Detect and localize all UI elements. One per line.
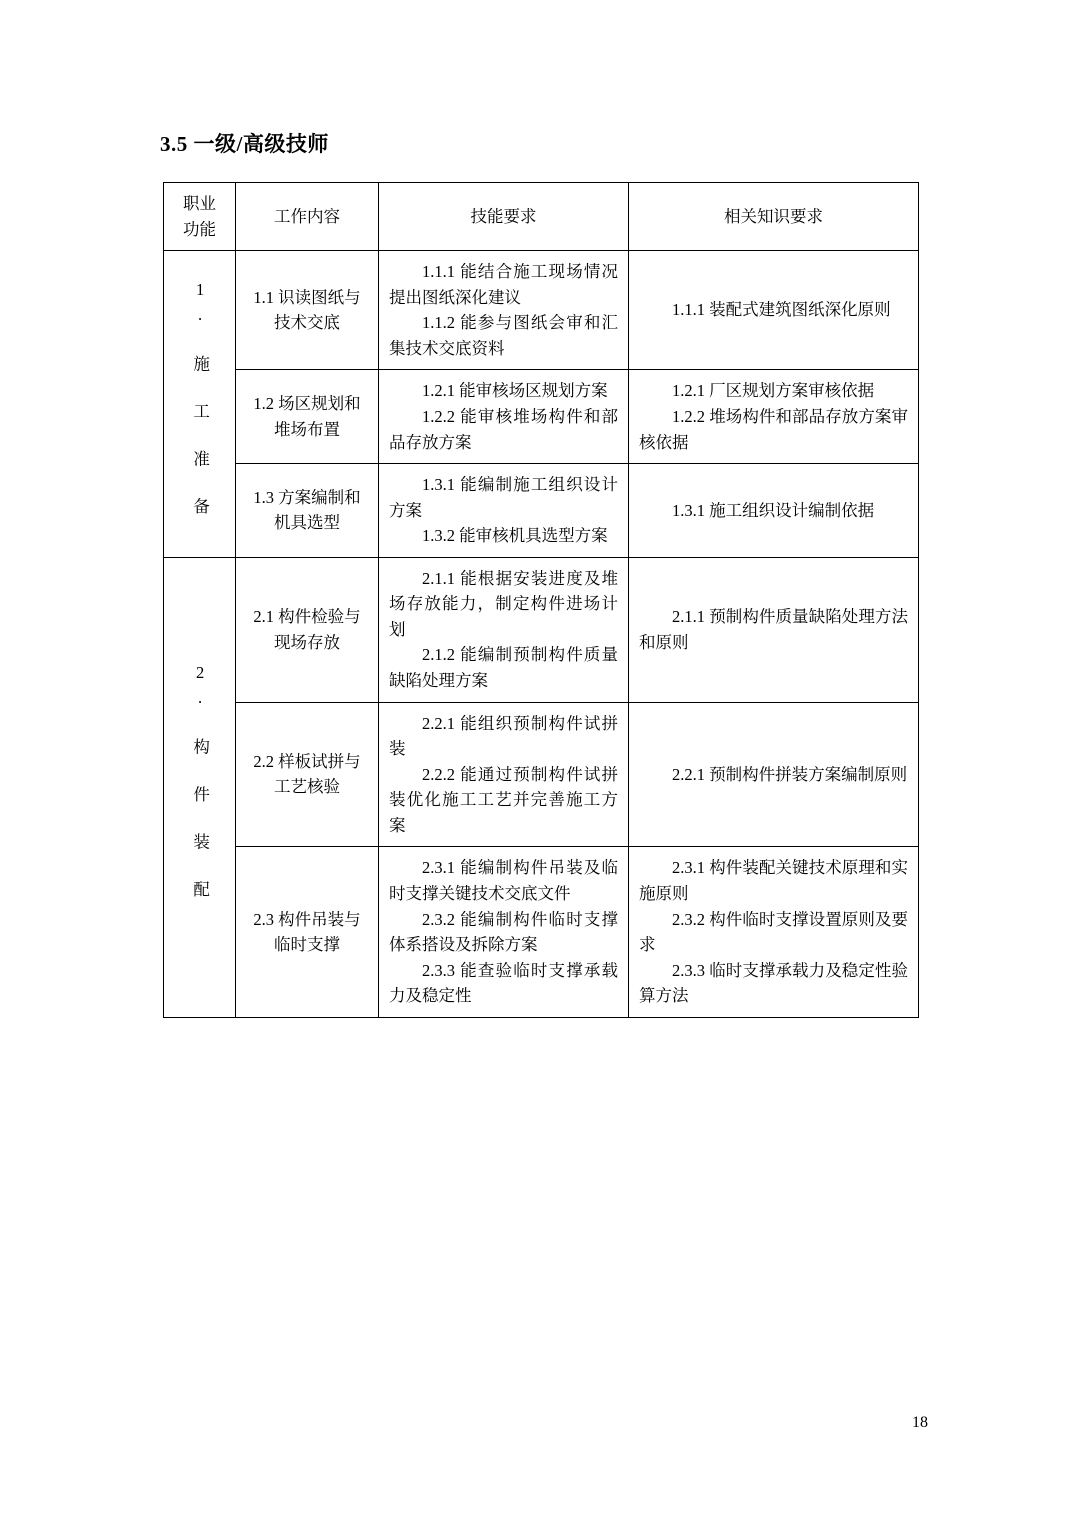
skill-requirement-cell [379, 557, 629, 702]
knowledge-item: 1.1.1 装配式建筑图纸深化原则 [672, 300, 891, 320]
work-content-cell: 1.3 方案编制和机具选型 [236, 464, 379, 558]
header-skill-requirement: 技能要求 [379, 183, 629, 251]
knowledge-requirement-cell [629, 370, 919, 464]
skill-item: 1.2.2 能审核堆场构件和部品存放方案 [389, 406, 618, 452]
skill-item: 2.3.3 能查验临时支撑承载力及稳定性 [389, 960, 618, 1006]
skill-requirement-cell [379, 464, 629, 558]
work-content-cell: 2.3 构件吊装与临时支撑 [236, 847, 379, 1017]
knowledge-requirement-cell [629, 557, 919, 702]
knowledge-item: 2.3.3 临时支撑承载力及稳定性验算方法 [639, 960, 908, 1006]
knowledge-requirement-cell [629, 702, 919, 847]
header-line-1: 职业 [183, 194, 216, 213]
page-title: 3.5 一级/高级技师 [160, 132, 329, 156]
header-line-2: 功能 [183, 219, 216, 239]
function-cell-component-assembly [164, 557, 236, 1017]
header-work-content: 工作内容 [236, 183, 379, 251]
table-row [164, 702, 919, 847]
header-occupational-function [164, 183, 236, 251]
knowledge-item: 1.2.2 堆场构件和部品存放方案审核依据 [639, 406, 908, 452]
skill-item: 2.3.2 能编制构件临时支撑体系搭设及拆除方案 [389, 909, 618, 955]
knowledge-requirement-cell [629, 464, 919, 558]
function-label: 1. 施 工 准 备 [190, 280, 210, 521]
skill-item: 1.2.1 能审核场区规划方案 [422, 381, 608, 401]
table-row [164, 464, 919, 558]
knowledge-item: 2.1.1 预制构件质量缺陷处理方法和原则 [639, 607, 908, 652]
knowledge-requirement-cell [629, 847, 919, 1017]
skill-item: 1.3.1 能编制施工组织设计方案 [389, 475, 618, 520]
skill-item: 2.2.1 能组织预制构件试拼装 [389, 713, 618, 759]
skill-item: 2.1.2 能编制预制构件质量缺陷处理方案 [389, 645, 618, 690]
skill-item: 1.1.2 能参与图纸会审和汇集技术交底资料 [389, 313, 618, 358]
knowledge-item: 2.3.1 构件装配关键技术原理和实施原则 [639, 858, 908, 903]
skill-item: 2.3.1 能编制构件吊装及临时支撑关键技术交底文件 [389, 858, 618, 903]
knowledge-item: 1.3.1 施工组织设计编制依据 [672, 500, 875, 520]
header-knowledge-requirement: 相关知识要求 [629, 183, 919, 251]
function-label: 2. 构 件 装 配 [190, 663, 210, 904]
skill-item: 2.1.1 能根据安装进度及堆场存放能力，制定构件进场计划 [389, 568, 618, 639]
work-content-cell: 2.1 构件检验与现场存放 [236, 557, 379, 702]
function-cell-construction-preparation [164, 251, 236, 558]
work-content-cell: 2.2 样板试拼与工艺核验 [236, 702, 379, 847]
table-row [164, 370, 919, 464]
page-number: 18 [912, 1414, 928, 1431]
knowledge-item: 2.3.2 构件临时支撑设置原则及要求 [639, 909, 908, 955]
work-content-cell: 1.2 场区规划和堆场布置 [236, 370, 379, 464]
table-row [164, 847, 919, 1017]
skill-item: 1.3.2 能审核机具选型方案 [422, 526, 608, 546]
skill-requirement-cell [379, 847, 629, 1017]
skill-requirement-cell [379, 370, 629, 464]
knowledge-item: 1.2.1 厂区规划方案审核依据 [672, 381, 875, 401]
skill-item: 2.2.2 能通过预制构件试拼装优化施工工艺并完善施工方案 [389, 764, 618, 835]
table-header-row [164, 183, 919, 251]
table-row [164, 251, 919, 370]
knowledge-item: 2.2.1 预制构件拼装方案编制原则 [672, 764, 908, 784]
skill-requirement-cell [379, 702, 629, 847]
work-content-cell: 1.1 识读图纸与技术交底 [236, 251, 379, 370]
skill-item: 1.1.1 能结合施工现场情况提出图纸深化建议 [389, 262, 618, 307]
occupation-skill-table [163, 182, 919, 1018]
table-row [164, 557, 919, 702]
knowledge-requirement-cell [629, 251, 919, 370]
skill-requirement-cell [379, 251, 629, 370]
